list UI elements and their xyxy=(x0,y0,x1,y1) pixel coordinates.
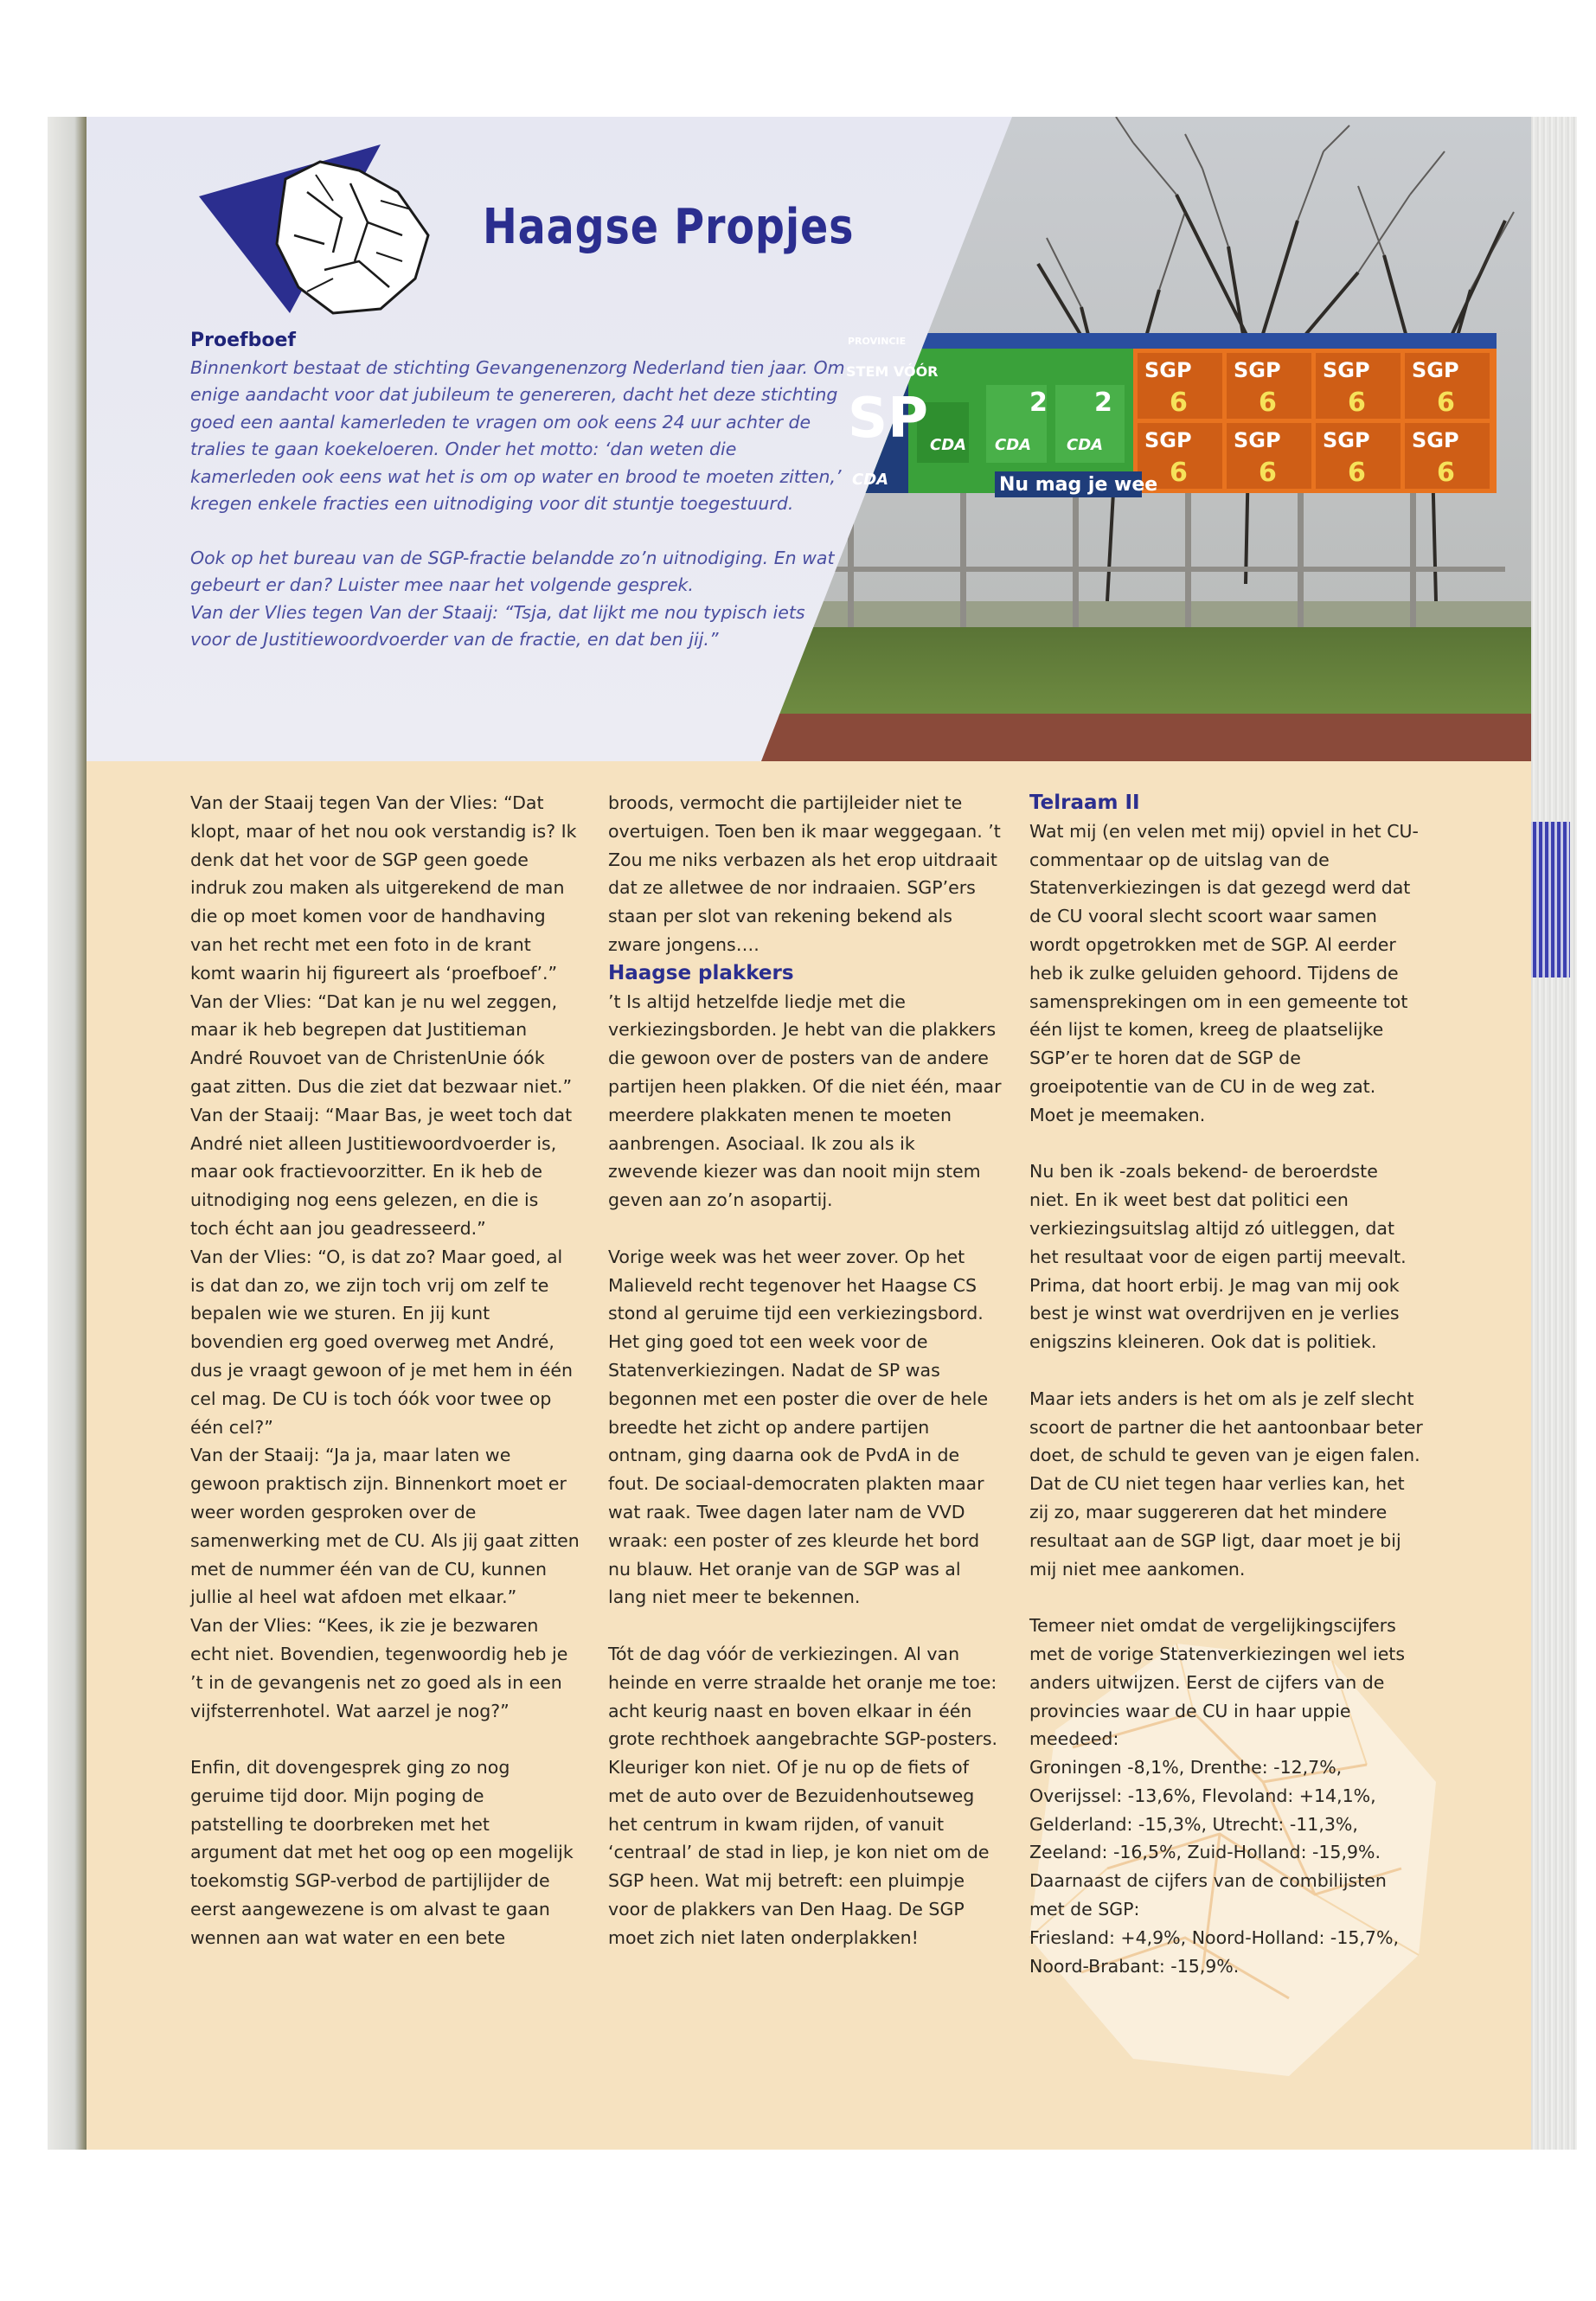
page-edges xyxy=(1529,117,1577,2150)
board-six-6: 6 xyxy=(1259,458,1277,488)
board-number-2-a: 2 xyxy=(1029,388,1048,418)
column1-paragraph: Van der Vlies: “Dat kan je nu wel zeggen, maar ik heb begrepen dat Justitieman André Rouvoet van de ChristenUnie óók gaat zitten. Dus die ziet dat bezwaar niet.” xyxy=(190,990,573,1097)
board-sgp-3: SGP xyxy=(1323,358,1370,382)
board-sgp-5: SGP xyxy=(1144,428,1192,452)
intro-paragraph-2: Ook op het bureau van de SGP-fractie belandde zo’n uitnodiging. En wat gebeurt er dan? Luister mee naar het volgende gesprek. xyxy=(190,547,835,595)
board-six-3: 6 xyxy=(1348,388,1366,418)
article-column-1 xyxy=(190,789,580,1952)
column1-paragraph: Van der Vlies: “Kees, ik zie je bezwaren echt niet. Bovendien, tegenwoordig heb je ’t in de gevangenis net zo goed als in een vijfsterrenhotel. Wat aarzel je nog?” xyxy=(190,1615,568,1721)
board-cda-label-1: CDA xyxy=(930,436,967,454)
column2-paragraph: Tót de dag vóór de verkiezingen. Al van heinde en verre straalde het oranje me toe: acht keurig naast en boven elkaar in één grote rechthoek aangebrachte SGP-posters. Kleuriger kon niet. Of je nu op de fiets of met de auto over de Bezuidenhoutseweg het centrum in kwam rijden, of vanuit ‘centraal’ de stad in liep, je kon niet om de SGP heen. Wat mij betreft: een pluimpje voor de plakkers van Den Haag. De SGP moet zich niet laten onderplakken! xyxy=(608,1643,998,1948)
board-provincie-label: PROVINCIE xyxy=(848,336,907,347)
intro-block xyxy=(190,327,848,654)
section-heading-haagse-plakkers: Haagse plakkers xyxy=(608,961,794,984)
column1-paragraph: Van der Staaij: “Ja ja, maar laten we gewoon praktisch zijn. Binnenkort moet er weer worden gesproken over de samenwerking met de CU. Als jij gaat zitten met de nummer één van de CU, kunnen jullie al heel wat afdoen met elkaar.” xyxy=(190,1445,580,1608)
board-sgp-4: SGP xyxy=(1412,358,1459,382)
board-six-1: 6 xyxy=(1170,388,1188,418)
board-six-7: 6 xyxy=(1348,458,1366,488)
board-stem-voor-label: STEM VÓÓR xyxy=(846,363,939,380)
column3-paragraph: Daarnaast de cijfers van de combilijsten met de SGP: xyxy=(1029,1870,1387,1920)
column3-paragraph: Nu ben ik -zoals bekend- de beroerdste niet. En ik weet best dat politici een verkiezingsuitslag altijd zó uitleggen, dat het resultaat voor de eigen partij meevalt. Prima, dat hoort erbij. Je mag van mij ook best je winst wat overdrijven en je verlies enigszins kleineren. Ook dat is politiek. xyxy=(1029,1161,1407,1353)
board-sgp-8: SGP xyxy=(1412,428,1459,452)
board-six-5: 6 xyxy=(1170,458,1188,488)
board-cda-label-2: CDA xyxy=(995,436,1032,454)
page-title: Haagse Propjes xyxy=(483,199,855,255)
column3-paragraph: Maar iets anders is het om als je zelf slecht scoort de partner die het aantoonbaar beter doet, de schuld te geven van je eigen falen. Dat de CU niet tegen haar verlies kan, het zij zo, maar suggereren dat het mindere resultaat aan de SGP ligt, daar moet je bij mij niet mee aankomen. xyxy=(1029,1388,1423,1580)
board-slogan: Nu mag je wee xyxy=(999,474,1158,496)
board-sp-label: SP xyxy=(848,387,928,451)
column2-paragraph: broods, vermocht die partijleider niet te overtuigen. Toen ben ik maar weggegaan. ’t Zou me niks verbazen als het erop uitdraait dat ze alletwee de nor indraaien. SGP’ers staan per slot van rekening bekend als zware jongens…. xyxy=(608,792,1001,955)
board-number-2-b: 2 xyxy=(1094,388,1112,418)
column3-results-provinces: Groningen -8,1%, Drenthe: -12,7%, Overijssel: -13,6%, Flevoland: +14,1%, Gelderland: -15,3%, Utrecht: -11,3%, Zeeland: -16,5%, Zuid-Holland: -15,9%. xyxy=(1029,1757,1381,1863)
board-six-8: 6 xyxy=(1437,458,1455,488)
column1-paragraph: Van der Staaij: “Maar Bas, je weet toch dat André niet alleen Justitiewoordvoerder is, maar ook fractievoorzitter. En ik heb de uitnodiging nog eens gelezen, en die is toch écht aan jou geadresseerd.” xyxy=(190,1104,573,1239)
column2-paragraph: Vorige week was het weer zover. Op het Malieveld recht tegenover het Haagse CS stond al geruime tijd een verkiezingsbord. Het ging goed tot een week voor de Statenverkiezingen. Nadat de SP was begonnen met een poster die over de hele breedte het zicht op andere partijen ontnam, ging daarna ook de PvdA in de fout. De sociaal-democraten plakten maar wat raak. Twee dagen later nam de VVD wraak: een poster of zes kleurde het bord nu blauw. Het oranje van de SGP was al lang niet meer te bekennen. xyxy=(608,1246,989,1608)
column1-paragraph: Van der Staaij tegen Van der Vlies: “Dat klopt, maar of het nou ook verstandig is? Ik denk dat het voor de SGP geen goede indruk zou maken als uitgerekend de man die op moet komen voor de handhaving van het recht met een foto in de krant komt waarin hij figureert als ‘proefboef’.” xyxy=(190,792,577,984)
column1-paragraph: Van der Vlies: “O, is dat zo? Maar goed, al is dat dan zo, we zijn toch vrij om zelf te bepalen wie we sturen. En jij kunt bovendien erg goed overweg met André, dus je vraagt gewoon of je met hem in één cel mag. De CU is toch óók voor twee op één cel?” xyxy=(190,1246,574,1438)
board-six-2: 6 xyxy=(1259,388,1277,418)
board-sgp-1: SGP xyxy=(1144,358,1192,382)
board-cda-label-4: CDA xyxy=(852,471,889,489)
intro-heading: Proefboef xyxy=(190,330,296,351)
column2-paragraph: ’t Is altijd hetzelfde liedje met die verkiezingsborden. Je hebt van die plakkers die gewoon over de posters van de andere partijen heen plakken. Of die niet één, maar meerdere plakkaten menen te moeten aanbrengen. Asociaal. Ik zou als ik zwevende kiezer was dan nooit mijn stem geven aan zo’n asopartij. xyxy=(608,990,1002,1211)
board-sgp-2: SGP xyxy=(1234,358,1281,382)
board-cda-label-3: CDA xyxy=(1067,436,1104,454)
column1-paragraph: Enfin, dit dovengesprek ging zo nog geruime tijd door. Mijn poging de patstelling te doorbreken met het argument dat met het oog op een mogelijk toekomstig SGP-verbod de partijlijder de eerst aangewezene is om alvast te gaan wennen aan wat water en een bete xyxy=(190,1757,574,1948)
column3-paragraph: Wat mij (en velen met mij) opviel in het CU-commentaar op de uitslag van de Statenverkiezingen is dat gezegd werd dat de CU vooral slecht scoort waar samen wordt opgetrokken met de SGP. Al eerder heb ik zulke geluiden gehoord. Tijdens de samensprekingen om in een gemeente tot één lijst te komen, kreeg de plaatselijke SGP’er te horen dat de SGP de groeipotentie van de CU in de weg zat. Moet je meemaken. xyxy=(1029,820,1419,1125)
section-heading-telraam: Telraam II xyxy=(1029,792,1140,814)
column3-results-combilists: Friesland: +4,9%, Noord-Holland: -15,7%, Noord-Brabant: -15,9%. xyxy=(1029,1926,1399,1977)
board-six-4: 6 xyxy=(1437,388,1455,418)
board-sgp-6: SGP xyxy=(1234,428,1281,452)
article-column-3 xyxy=(1029,789,1423,1980)
intro-paragraph-3: Van der Vlies tegen Van der Staaij: “Tsja, dat lijkt me nou typisch iets voor de Justitiewoordvoerder van de fractie, en dat ben jij.” xyxy=(190,601,805,650)
crumpled-paper-logo-icon xyxy=(195,140,454,322)
section-tab-marker xyxy=(1527,822,1570,977)
article-column-2 xyxy=(608,789,1002,1952)
column3-paragraph: Temeer niet omdat de vergelijkingscijfers met de vorige Statenverkiezingen wel iets anders uitwijzen. Eerst de cijfers van de provincies waar de CU in haar uppie meedeed: xyxy=(1029,1615,1406,1750)
intro-paragraph-1: Binnenkort bestaat de stichting Gevangenenzorg Nederland tien jaar. Om enige aandacht voor dat jubileum te genereren, dacht het deze stichting goed een aantal kamerleden te vragen om ook eens 24 uur achter de tralies te gaan koekeloeren. Onder het motto: ‘dan weten die kamerleden ook eens wat het is om op water en brood te moeten zitten,’ kregen enkele fracties een uitnodiging voor dit stuntje toegestuurd. xyxy=(190,356,845,514)
board-sgp-7: SGP xyxy=(1323,428,1370,452)
